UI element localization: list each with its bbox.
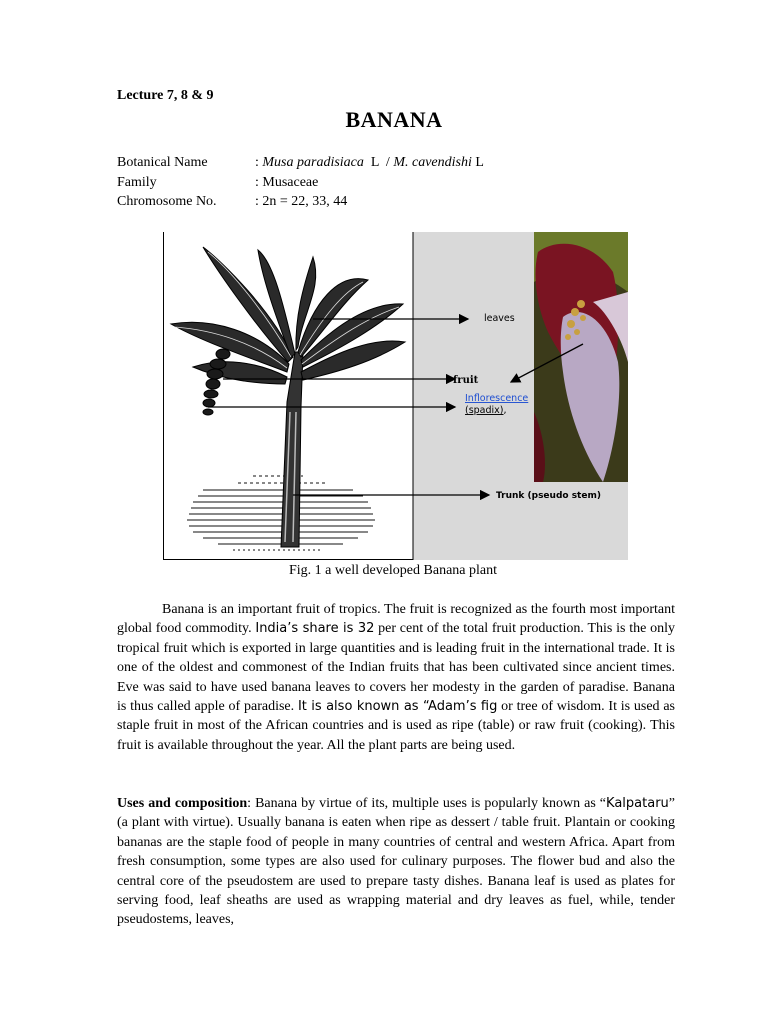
banana-leaves-illustration <box>171 247 405 384</box>
label-spadix: (spadix), <box>465 405 507 416</box>
inflorescence-photo <box>534 232 628 482</box>
intro-paragraph: Banana is an important fruit of tropics. The fruit is recognized as the fourth most important global food commodity. India’s share is 32 per cent of the total fruit production. This is the only tropical fruit which is exported in large quantities and is leading fruit in the international trade. It is one of the oldest and commonest of the Indian fruits that has been cultivated since ancient times. Eve was said to have used banana leaves to covers her modesty in the garden of paradise. Banana is thus called apple of paradise. It is also known as “Adam’s fig or tree of wisdom. It is used as staple fruit in most of the African countries and is used as ripe (table) or raw fruit (cooking). This fruit is available throughout the year. All the plant parts are being used. <box>117 602 676 753</box>
label-trunk: Trunk (pseudo stem) <box>496 491 601 501</box>
chromosome-value: : 2n = 22, 33, 44 <box>255 194 348 209</box>
label-inflorescence: Inflorescence <box>465 393 529 404</box>
botanical-name-value: : Musa paradisiaca L / M. cavendishi L <box>255 155 484 170</box>
chromosome-label: Chromosome No. <box>117 194 217 209</box>
family-label: Family <box>117 175 157 190</box>
label-fruit: fruit <box>453 375 479 386</box>
uses-paragraph: Uses and composition: Banana by virtue of its, multiple uses is popularly known as “Kalpataru” (a plant with virtue). Usually banana is eaten when ripe as dessert / table fruit. Plantain or cooking bananas are the staple food of people in many countries of central and western Africa. Apart from fresh consumption, some types are also used for culinary purposes. The flower bud and also the central core of the pseudostem are used to prepare tasty dishes. Banana leaf is used as plates for serving food, leaf sheaths are used as wrapping material and dry leaves as fuel, while, tender pseudostems, leaves, <box>117 796 675 928</box>
figure-caption: Fig. 1 a well developed Banana plant <box>289 563 497 578</box>
lecture-heading: Lecture 7, 8 & 9 <box>117 88 214 103</box>
banana-plant-figure <box>163 232 628 560</box>
botanical-name-label: Botanical Name <box>117 155 208 170</box>
fruit-bunch-illustration <box>203 349 230 415</box>
page-title: BANANA <box>345 107 443 132</box>
uses-heading: Uses and composition <box>117 796 248 811</box>
family-value: : Musaceae <box>255 175 319 190</box>
label-leaves: leaves <box>484 313 515 324</box>
